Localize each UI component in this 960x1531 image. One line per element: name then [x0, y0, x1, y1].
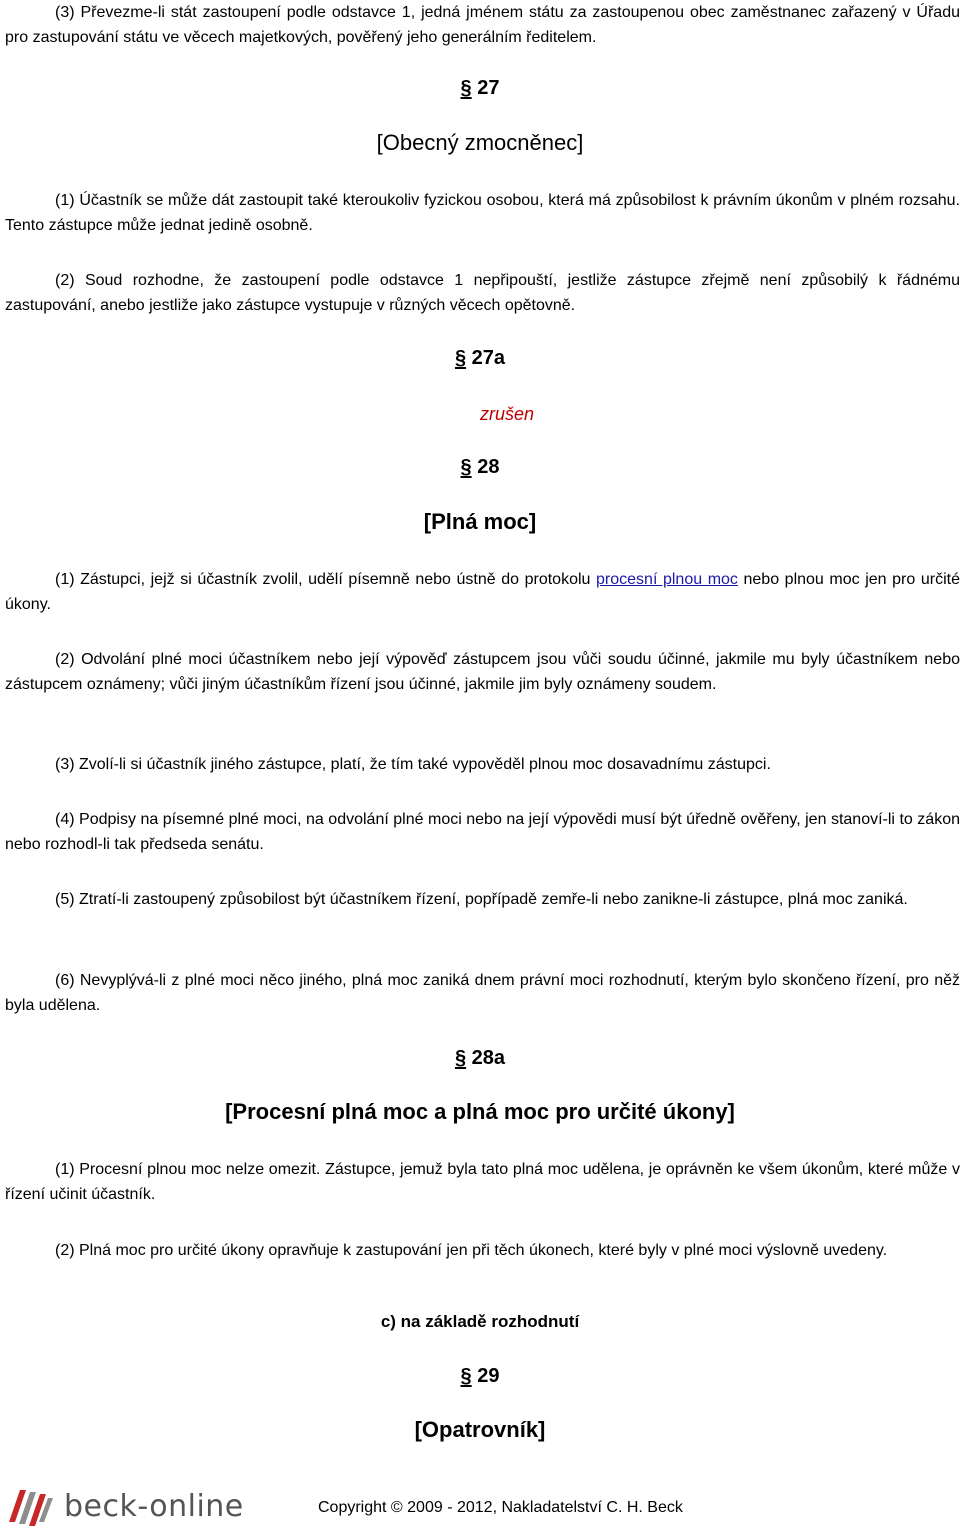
procesni-plna-moc-link[interactable]: procesní plnou moc [596, 571, 738, 588]
section-number: 27 [477, 77, 500, 99]
paragraph-28-5: (5) Ztratí-li zastoupený způsobilost být účastníkem řízení, popřípadě zemře-li nebo zanikne-li zástupce, plná moc zaniká. [55, 891, 908, 908]
paragraph-27-1: (1) Účastník se může dát zastoupit také kteroukoliv fyzickou osobou, která má způsobilost k právním úkonům v plném rozsahu. Tento zástupce může jednat jedině osobně. [5, 192, 960, 234]
copyright-text: Copyright © 2009 - 2012, Nakladatelství C. H. Beck [318, 1499, 683, 1516]
section-number: 29 [477, 1365, 500, 1387]
paragraph-28-6: (6) Nevyplývá-li z plné moci něco jiného, plná moc zaniká dnem právní moci rozhodnutí, kterým bylo skončeno řízení, pro něž byla udělena. [5, 972, 960, 1014]
section-28-heading [0, 455, 960, 479]
section-mark: § [460, 456, 472, 478]
section-number: 27a [471, 347, 506, 369]
paragraph-28a-2: (2) Plná moc pro určité úkony opravňuje k zastupování jen při těch úkonech, které byly v plné moci výslovně uvedeny. [55, 1242, 888, 1259]
section-29-title: [Opatrovník] [414, 1417, 546, 1442]
section-number: 28a [471, 1047, 506, 1069]
paragraph-28-1-text-end: nebo plnou moc jen pro určité úkony. [5, 571, 960, 613]
section-27a-status: zrušen [479, 404, 535, 424]
page-footer [0, 1478, 960, 1531]
section-mark: § [454, 347, 467, 369]
paragraph-28-4: (4) Podpisy na písemné plné moci, na odvolání plné moci nebo na její výpovědi musí být úředně ověřeny, jen stanoví-li to zákon nebo rozhodl-li tak předseda senátu. [5, 811, 960, 853]
section-27a-heading [0, 346, 960, 370]
paragraph-27-2: (2) Soud rozhodne, že zastoupení podle odstavce 1 nepřipouští, jestliže zástupce zřejmě není způsobilý k řádnému zastupování, anebo jestliže jako zástupce vystupuje v různých věcech opětovně. [5, 272, 960, 314]
section-28a-heading [0, 1046, 960, 1070]
paragraph-28-1 [5, 567, 960, 617]
subheading-c: c) na základě rozhodnutí [380, 1312, 580, 1331]
section-27-title: [Obecný zmocněnec] [376, 130, 584, 155]
paragraph-28-3: (3) Zvolí-li si účastník jiného zástupce, platí, že tím také vypověděl plnou moc dosavadnímu zástupci. [55, 756, 771, 773]
paragraph-28a-1: (1) Procesní plnou moc nelze omezit. Zástupce, jemuž byla tato plná moc udělena, je oprávněn ke všem úkonům, které může v řízení učinit účastník. [5, 1161, 960, 1203]
beck-online-logo [6, 1484, 256, 1528]
section-mark: § [454, 1047, 467, 1069]
section-27-heading [0, 76, 960, 100]
paragraph-28-2: (2) Odvolání plné moci účastníkem nebo její výpověď zástupcem jsou vůči soudu účinné, jakmile mu byly účastníkem nebo zástupcem oznámeny; vůči jiným účastníkům řízení jsou účinné, jakmile jim byly oznámeny soudem. [5, 651, 960, 693]
section-mark: § [460, 1365, 472, 1387]
logo-wordmark: beck-online [64, 1489, 244, 1524]
section-28a-title: [Procesní plná moc a plná moc pro určité úkony] [225, 1099, 735, 1124]
section-29-heading [0, 1364, 960, 1388]
beck-logo-icon [6, 1484, 56, 1528]
paragraph-28-1-text-start: (1) Zástupci, jejž si účastník zvolil, udělí písemně nebo ústně do protokolu [55, 571, 597, 588]
section-number: 28 [477, 456, 500, 478]
section-28-title: [Plná moc] [423, 509, 537, 534]
section-mark: § [460, 77, 472, 99]
paragraph-26-3: (3) Převezme-li stát zastoupení podle odstavce 1, jedná jménem státu za zastoupenou obec zaměstnanec zařazený v Úřadu pro zastupování státu ve věcech majetkových, pověřený jeho generálním ředitelem. [5, 4, 960, 46]
